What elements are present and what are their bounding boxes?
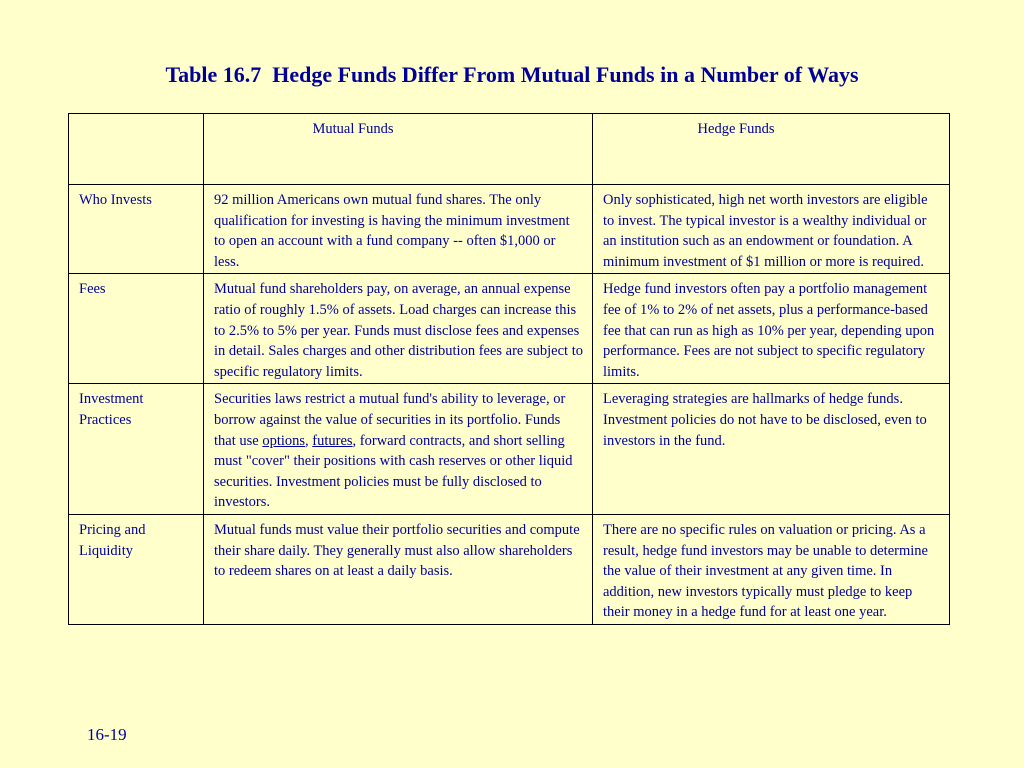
options-link[interactable]: options: [262, 432, 306, 449]
mutual-funds-cell: Mutual fund shareholders pay, on average, an annual expense ratio of roughly 1.5% of assets. Load charges can increase this to 2.5% to 5% per year. Funds must disclose fees and expenses in detail. Sales charges and other distribution fees are subject to specific regulatory limits.: [204, 274, 593, 384]
page-number: 16-19: [87, 725, 127, 744]
mutual-funds-cell: Mutual funds must value their portfolio securities and compute their share daily. They generally must also allow shareholders to redeem shares on at least a daily basis.: [204, 514, 593, 624]
row-label: Fees: [69, 274, 204, 384]
futures-link[interactable]: futures: [312, 432, 353, 449]
hedge-funds-cell: Hedge fund investors often pay a portfolio management fee of 1% to 2% of net assets, plus a performance-based fee that can run as high as 10% per year, depending upon performance. Fees are not subject to specific regulatory limits.: [593, 274, 950, 384]
link-separator: ,: [305, 432, 313, 449]
table-row-pricing-liquidity: [69, 514, 950, 624]
table-row-investment-practices: [69, 384, 950, 515]
table-row-fees: [69, 274, 950, 384]
mutual-funds-cell: 92 million Americans own mutual fund shares. The only qualification for investing is having the minimum investment to open an account with a fund company -- often $1,000 or less.: [204, 185, 593, 274]
hedge-funds-cell: Leveraging strategies are hallmarks of hedge funds. Investment policies do not have to be disclosed, even to investors in the fund.: [593, 384, 950, 515]
mutual-text-part1: Securities laws restrict a mutual fund's ability to leverage, or borrow against the value of securities in its portfolio. Funds that use: [214, 391, 566, 449]
row-label: Pricing and Liquidity: [69, 514, 204, 624]
header-cell-hedge-funds: Hedge Funds: [593, 114, 950, 185]
comparison-table: [68, 113, 950, 625]
hedge-funds-cell: Only sophisticated, high net worth investors are eligible to invest. The typical investor is a wealthy individual or an institution such as an endowment or foundation. A minimum investment of $1 million or more is required.: [593, 185, 950, 274]
table-row-who-invests: [69, 185, 950, 274]
header-cell-mutual-funds: Mutual Funds: [204, 114, 593, 185]
hedge-funds-cell: There are no specific rules on valuation or pricing. As a result, hedge fund investors may be unable to determine the value of their investment at any given time. In addition, new investors typically must pledge to keep their money in a hedge fund for at least one year.: [593, 514, 950, 624]
row-label: Who Invests: [69, 185, 204, 274]
mutual-funds-cell: [204, 384, 593, 515]
header-cell-empty: [69, 114, 204, 185]
table-header-row: [69, 114, 950, 185]
row-label: Investment Practices: [69, 384, 204, 515]
slide-title: Table 16.7 Hedge Funds Differ From Mutual Funds in a Number of Ways: [165, 62, 859, 87]
mutual-text-part2: , forward contracts, and short selling must "cover" their positions with cash reserves or other liquid securities. Investment policies must be fully disclosed to investors.: [214, 432, 573, 511]
